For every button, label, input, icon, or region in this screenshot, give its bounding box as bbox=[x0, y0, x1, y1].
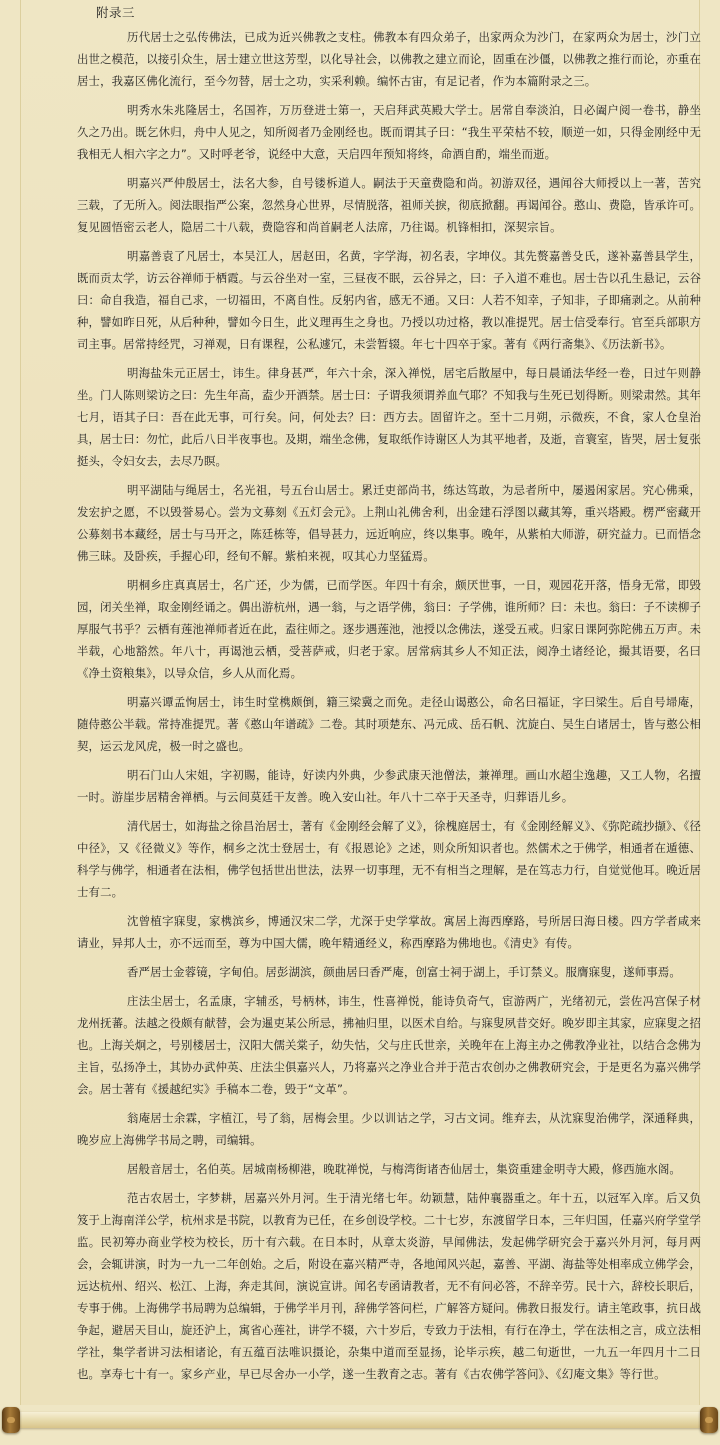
paragraph: 范古农居士，字梦耕，居嘉兴外月河。生于清光绪七年。幼颖慧，陆仲襄器重之。年十五，以冠军入庠。后又负笈于上海南洋公学，杭州求是书院，以教育为已任，在乡创设学校。二十七岁，东渡留学日本，三年归国，任嘉兴府学堂学监。民初筹办商业学校为校长，历十有六载。在日本时，从章太炎游，早闻佛法，发起佛学研究会于嘉兴外月河，每月两会，会辄讲演，时为一九一二年创始。之后，附设在嘉兴精严寺，各地闻风兴起，嘉善、平湖、海盐等处相率成立佛学会，远达杭州、绍兴、松江、上海，奔走其间，演说宣讲。闻名专函请教者，无不有问必答，不辞辛劳。民十六，辞校长职后，专事于佛。上海佛学书局聘为总编辑，于佛学半月刊，辞佛学答问栏，广解答方疑问。佛教日报发行。请主笔政事，抗日战争起，避居天目山，旋还沪上，寓省心莲社，讲学不辍，六十岁后，专致力于法相，有行在净土，学在法相之言，成立法相学社，集学者讲习法相诸论，有五蕴百法唯识摄论，杂集中道而至显扬，论毕示疾，越二旬逝世，一九五一年四月十二日也。享寿七十有一。家乡产业，早已尽舍办一小学，遂一生教育之志。著有《古农佛学答问》、《幻庵文集》等行世。 bbox=[77, 1191, 701, 1381]
scroll-right-cap-icon bbox=[700, 1407, 718, 1433]
paragraph: 明石门山人宋姐，字初賜，能诗，好读内外典，少参武康天池僧法，兼禅理。画山水超尘逸趣，又工人物，名擅一时。游崖步居精舍禅栖。与云间莫廷干友善。晚入安山社。年八十二卒于天圣寺，归葬语儿乡。 bbox=[77, 768, 701, 804]
paragraph: 明秀水朱兆隆居士，名国祚，万历登进士第一，天启拜武英殿大学士。居常自奉淡泊，日必阖户阅一卷书，静坐久之乃出。既乞休归，舟中人见之，知所阅者乃金刚经也。既而谓其子曰：“我生平荣枯不较，顺逆一如，只得金刚经中无我相无人相六字之力”。又时呼老爷，说经中大意，天启四年预知将终，命酒自酌，端坐而逝。 bbox=[77, 103, 701, 161]
paragraph: 明嘉兴谭孟恂居士，讳生时堂槜颇倒，籍三梁冀之而免。走径山谒憨公，命名曰福证，字曰梁生。后自号埽庵，随侍憨公半载。常持准提咒。著《憨山年谱疏》二卷。其时项楚东、冯元成、岳石帆、沈旋白、吴生白诸居士，皆与憨公相契，运云龙风虎，极一时之盛也。 bbox=[77, 695, 701, 753]
scroll-left-cap-icon bbox=[2, 1407, 20, 1433]
document-body bbox=[77, 26, 701, 1392]
paragraph: 历代居士之弘传佛法，已成为近兴佛教之支柱。佛教本有四众弟子，出家两众为沙门，在家两众为居士，沙门立出世之模范，以接引众生，居士建立世这芳型，以化导社会，以佛教之建立而论，固重在沙僵，以佛教之推行而论，亦重在居士，我嘉区佛化流行，至今勿替，居士之功，实采利赖。编怀古宙，有足记者，作为本篇附录之三。 bbox=[77, 30, 701, 88]
paragraph: 居般音居士，名伯英。居城南杨柳港，晚耽禅悦，与梅湾街诸杏仙居士，集资重建金明寺大殿，修西施水阁。 bbox=[127, 1162, 681, 1176]
paragraph: 翁庵居士余霖，字植江，号了翁，居梅会里。少以训诂之学，习古文词。维弃去，从沈寐叟治佛学，深通释典，晚岁应上海佛学书局之聘，司编辑。 bbox=[77, 1111, 701, 1147]
paragraph: 清代居士，如海盐之徐昌治居士，著有《金刚经会解了义》，徐槐庭居士，有《金刚经解义》、《弥陀疏抄撷》、《径中径》，又《径微义》等作，桐乡之沈士登居士，有《报恩论》之述，则众所知识者也。然儒术之于佛学，相通者在遁德、科学与佛学，相通者在法相，佛学包括世出世法，法界一切事理，无不有相当之理解，是在笃志力行，自觉觉他耳。晚近居士有二。 bbox=[77, 819, 701, 899]
paragraph: 香严居士金蓉镜，字甸伯。居彭湖滨，颜曲居曰香严庵，创富士祠于湖上，手订禁义。服膺寐叟，遂师事焉。 bbox=[127, 965, 681, 979]
paragraph: 沈曾植字寐叟，家槜滨乡，博通汉宋二学，尤深于史学掌故。寓居上海西摩路，号所居曰海日楼。四方学者咸来请业，异邦人士，亦不远而至，尊为中国大儒，晚年精通经义，称西摩路为佛地也。《清史》有传。 bbox=[77, 914, 701, 950]
paragraph: 明海盐朱元正居士，讳生。律身甚严，年六十余，深入禅悦，居宅后散屋中，每日晨诵法华经一卷，日过午则静坐。门人陈则梁访之曰：先生年高，盍少开酒禁。居士曰：子谓我须谓养血气耶？不知我与生死已划得断。则梁肃然。其年七月，语其子曰：吾在此无事，可行矣。问，何处去？曰：西方去。固留许之。至十二月朔，示微疾，不食，家人仓皇治具，居士曰：勿忙，此后八日半夜事也。及期，端坐念佛，复取纸作诗谢区人为其平地者，及逝，音寰室，皆哭，居士复张挺头，令妇女去，去尽乃瞑。 bbox=[77, 366, 701, 468]
scroll-rod-decoration bbox=[0, 1407, 720, 1433]
paragraph: 明嘉兴严仲殷居士，法名大参，自号镂柝道人。嗣法于天童费隐和尚。初游双径，遇闻谷大师授以上一著，苦究三载，了无所入。阅法眼指严公案，忽然身心世界，尽情脱落，祖师关捩，彻底掀翻。再谒闻谷。憨山、费隐，皆承许可。复见圆悟密云老人，隐居二十八载，费隐容和尚首嗣老人法席，乃往谒。机锋相扣，深契宗旨。 bbox=[77, 176, 701, 234]
paragraph: 明平湖陆与绳居士，名光祖，号五台山居士。累迁吏部尚书，练达笃敢，为忌者所中，屡遏闲家居。究心佛乘，发宏护之愿，不以毁誉易心。尝为文募刻《五灯会元》。上荆山礼佛舍利，出金建石浮图以藏其筹，重兴塔殿。楞严密藏开公募刻书本藏经，居士与马开之，陈廷栋等，倡导甚力，远近响应，终以集事。晚年，从紫柏大师游，研究益力。已而悟念佛三昧。及卧疾，手握心印，经旬不解。紫柏来视，叹其心力坚猛焉。 bbox=[77, 483, 701, 563]
scroll-rod bbox=[14, 1412, 706, 1428]
paragraph: 明桐乡庄真真居士，名广还，少为儒，已而学医。年四十有余，颇厌世事，一日，观园花开落，悟身无常，即毁园，闭关坐禅，取金刚经诵之。偶出游杭州，遇一翁，与之语学佛，翁曰：子学佛，谁所师？曰：未也。翁曰：子不读柳子厚服气书乎？云栖有莲池禅师者近在此，盍往师之。逐步遇莲池，池授以念佛法，遂受五戒。归家日课阿弥陀佛五万声。未半载，心地豁然。年八十，再谒池云栖，受菩萨戒，归老于家。居常病其乡人不知正法，阅净土诸经论，撮其语要，名曰《净土资粮集》，以导众信，乡人从而化焉。 bbox=[77, 578, 701, 680]
paragraph: 庄法尘居士，名孟康，字辅丞，号柄林，讳生，性喜禅悦，能诗负奇气，宦游两广，光绪初元，尝佐冯宫保子材龙州抚蕃。法越之役颇有献替，会为暹吏某公所忌，拂袖归里，以医术自给。与寐叟夙昔交好。晚岁即主其家，应寐叟之招也。上海关炯之，号别楼居士，汉阳大儒关棠子，幼失怙，父与庄氏世亲，关晚年在上海主办之佛教净业社，以结合念佛为主旨，弘扬净土，其协办武仲英、庄法尘俱嘉兴人，乃将嘉兴之净业合并于范古农创办之佛教研究会，于是更名为嘉兴佛学会。居士著有《援越纪实》手稿本二卷，毁于“文革”。 bbox=[77, 994, 701, 1096]
appendix-title: 附录三 bbox=[96, 5, 136, 20]
paragraph: 明嘉善袁了凡居士，本吴江人，居赵田，名黄，字学海，初名表，字坤仪。其先赘嘉善殳氏，遂补嘉善县学生，既而贡太学，访云谷禅师于栖霞。与云谷坐对一室，三昼夜不眠，云谷异之，曰：子入道不难也。居士告以孔生悬记，云谷曰：命自我造，福自己求，一切福田，不离自性。反躬内省，感无不通。又曰：人若不知幸，子知非，子即痛剥之。从前种种，譬如昨日死，从后种种，譬如今日生，此义理再生之身也。乃授以功过格，教以准提咒。居士信受奉行。官至兵部职方司主事。居常持经咒，习禅观，日有课程，公私遽冗，未尝暂辍。年七十四卒于家。著有《两行斋集》、《历法新书》。 bbox=[77, 249, 701, 351]
document-page bbox=[20, 0, 700, 1405]
